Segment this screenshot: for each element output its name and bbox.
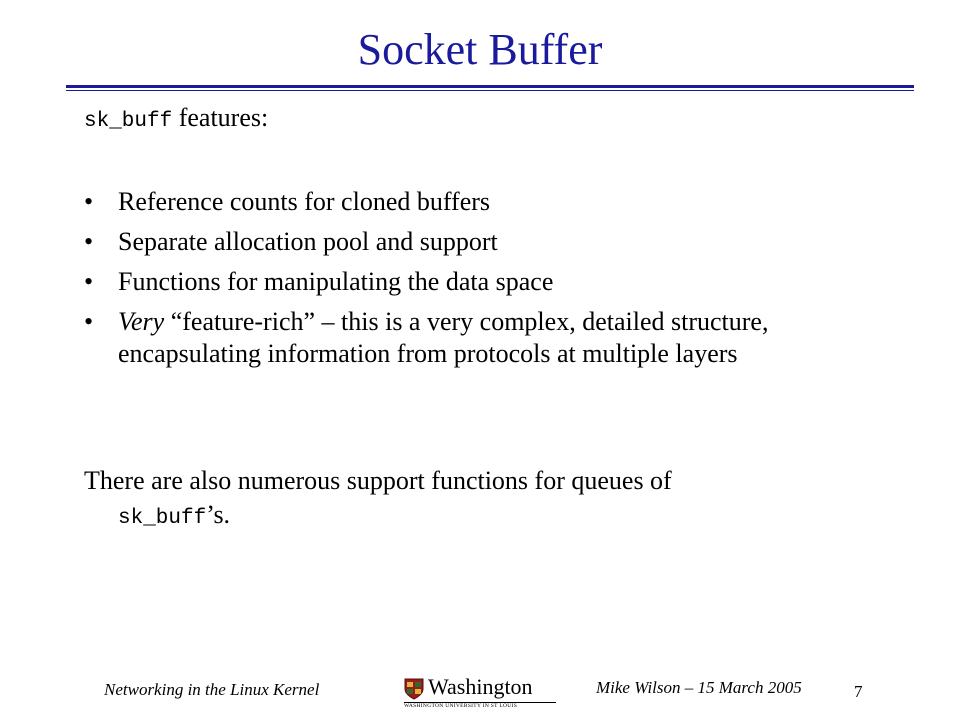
bullet-text: Reference counts for cloned buffers: [118, 187, 491, 216]
intro-code: sk_buff: [84, 110, 173, 133]
bullet-item: [84, 266, 884, 298]
closing-suffix: ’s.: [206, 500, 231, 529]
intro-line: [84, 100, 268, 140]
bullet-text: “feature-rich” – this is a very complex, detailed structure, encapsulating information from protocols at multiple layers: [118, 307, 769, 368]
bullet-text: Separate allocation pool and support: [118, 227, 498, 256]
bullet-item: [84, 186, 884, 218]
slide-title: Socket Buffer: [357, 25, 603, 74]
title-rule-thin: [66, 90, 914, 91]
footer-author-date: Mike Wilson – 15 March 2005: [596, 678, 802, 697]
bullet-dot: •: [84, 227, 94, 256]
footer-course-title: Networking in the Linux Kernel: [104, 680, 320, 699]
closing-code: sk_buff: [118, 507, 207, 530]
closing-paragraph: [84, 464, 904, 536]
page-number: 7: [854, 682, 863, 701]
bullet-list: [84, 186, 884, 378]
bullet-dot: •: [84, 267, 94, 296]
bullet-dot: •: [84, 187, 94, 216]
bullet-item: [84, 306, 884, 370]
washington-university-logo: [404, 676, 556, 712]
bullet-dot: •: [84, 307, 94, 336]
shield-icon: [404, 678, 424, 700]
bullet-emphasis: Very: [118, 307, 165, 336]
logo-subtitle: WASHINGTON UNIVERSITY IN ST LOUIS: [404, 702, 556, 710]
bullet-text: Functions for manipulating the data space: [118, 267, 554, 296]
closing-text: There are also numerous support functions for queues of: [84, 466, 672, 495]
logo-word: Washington: [428, 674, 533, 699]
intro-text: features:: [172, 103, 269, 132]
bullet-item: [84, 226, 884, 258]
title-rule: [66, 85, 914, 88]
